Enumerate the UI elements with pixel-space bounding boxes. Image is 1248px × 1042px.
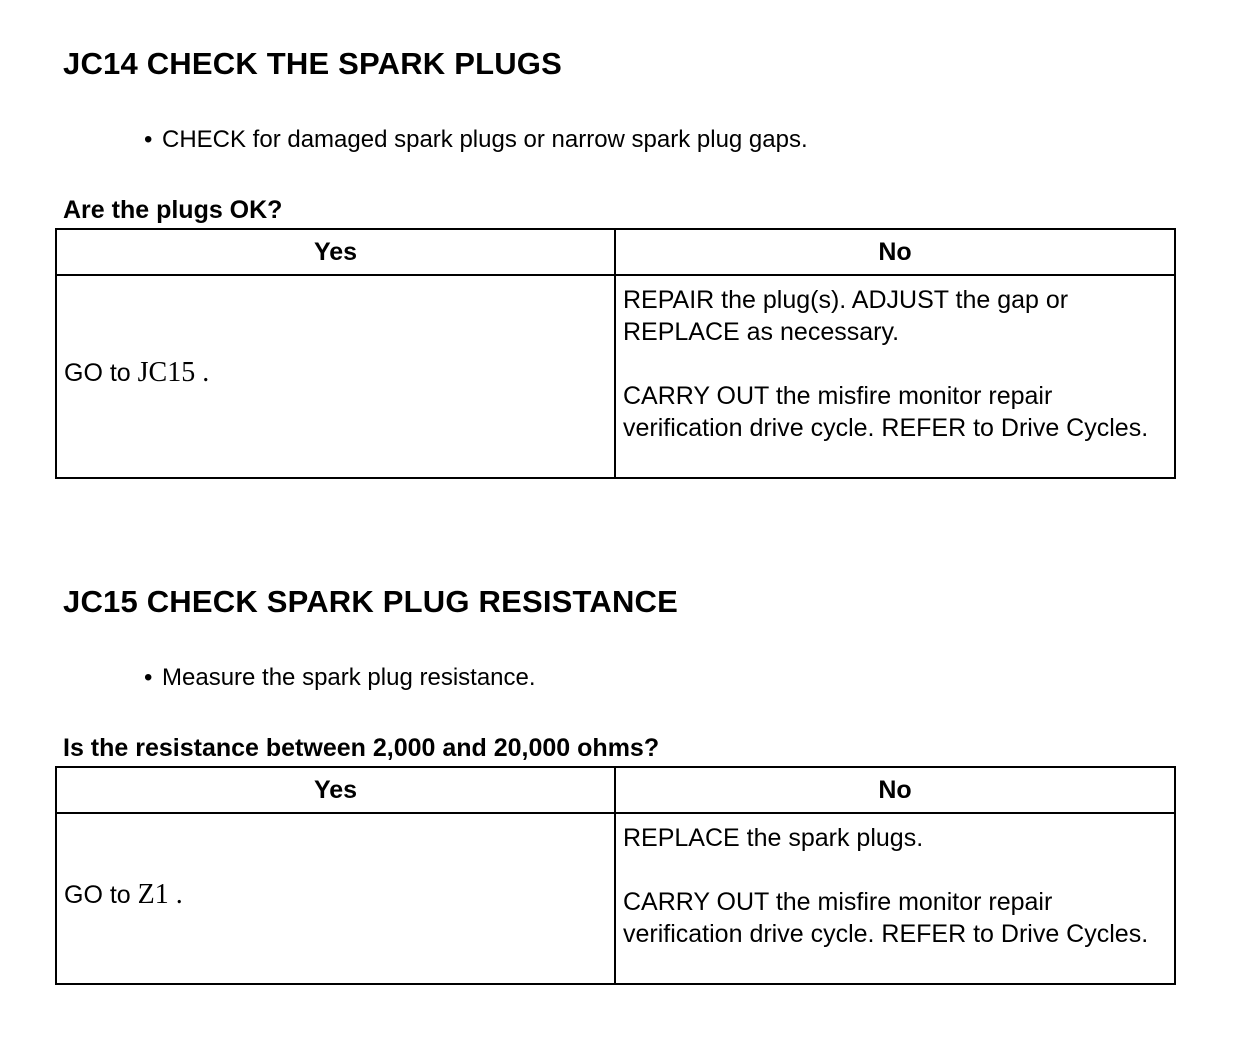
yes-header: Yes	[56, 229, 615, 275]
table-row	[56, 275, 1175, 478]
yes-action-text: GO to	[64, 880, 138, 909]
no-cell	[615, 813, 1175, 984]
table-row	[56, 813, 1175, 984]
instruction-bullet	[144, 664, 536, 692]
no-cell	[615, 275, 1175, 478]
no-action-text: REPAIR the plug(s). ADJUST the gap or REPLACE as necessary.	[623, 286, 1069, 346]
instruction-bullet	[144, 126, 808, 154]
goto-link-jc15[interactable]: JC15	[137, 356, 196, 388]
section-heading: JC14 CHECK THE SPARK PLUGS	[63, 46, 562, 81]
yes-suffix: .	[195, 356, 210, 388]
yes-suffix: .	[168, 878, 183, 910]
bullet-dot-icon: •	[144, 664, 153, 691]
no-header: No	[615, 229, 1175, 275]
bullet-dot-icon: •	[144, 126, 153, 153]
table-header-row	[56, 767, 1175, 813]
no-header: No	[615, 767, 1175, 813]
yes-no-table	[55, 228, 1176, 479]
yes-header: Yes	[56, 767, 615, 813]
instruction-text: Measure the spark plug resistance.	[162, 664, 536, 691]
yes-cell	[56, 813, 615, 984]
goto-link-z1[interactable]: Z1	[137, 878, 169, 910]
yes-cell	[56, 275, 615, 478]
table-header-row	[56, 229, 1175, 275]
question-text: Is the resistance between 2,000 and 20,000 ohms?	[63, 734, 660, 762]
question-text: Are the plugs OK?	[63, 196, 283, 224]
instruction-text: CHECK for damaged spark plugs or narrow spark plug gaps.	[162, 126, 808, 153]
section-heading: JC15 CHECK SPARK PLUG RESISTANCE	[63, 584, 679, 619]
yes-action-text: GO to	[64, 358, 138, 387]
no-followup-text: CARRY OUT the misfire monitor repair verification drive cycle. REFER to Drive Cycles.	[623, 382, 1149, 442]
no-action-text: REPLACE the spark plugs.	[623, 824, 924, 852]
no-followup-text: CARRY OUT the misfire monitor repair verification drive cycle. REFER to Drive Cycles.	[623, 888, 1149, 948]
yes-no-table	[55, 766, 1176, 985]
